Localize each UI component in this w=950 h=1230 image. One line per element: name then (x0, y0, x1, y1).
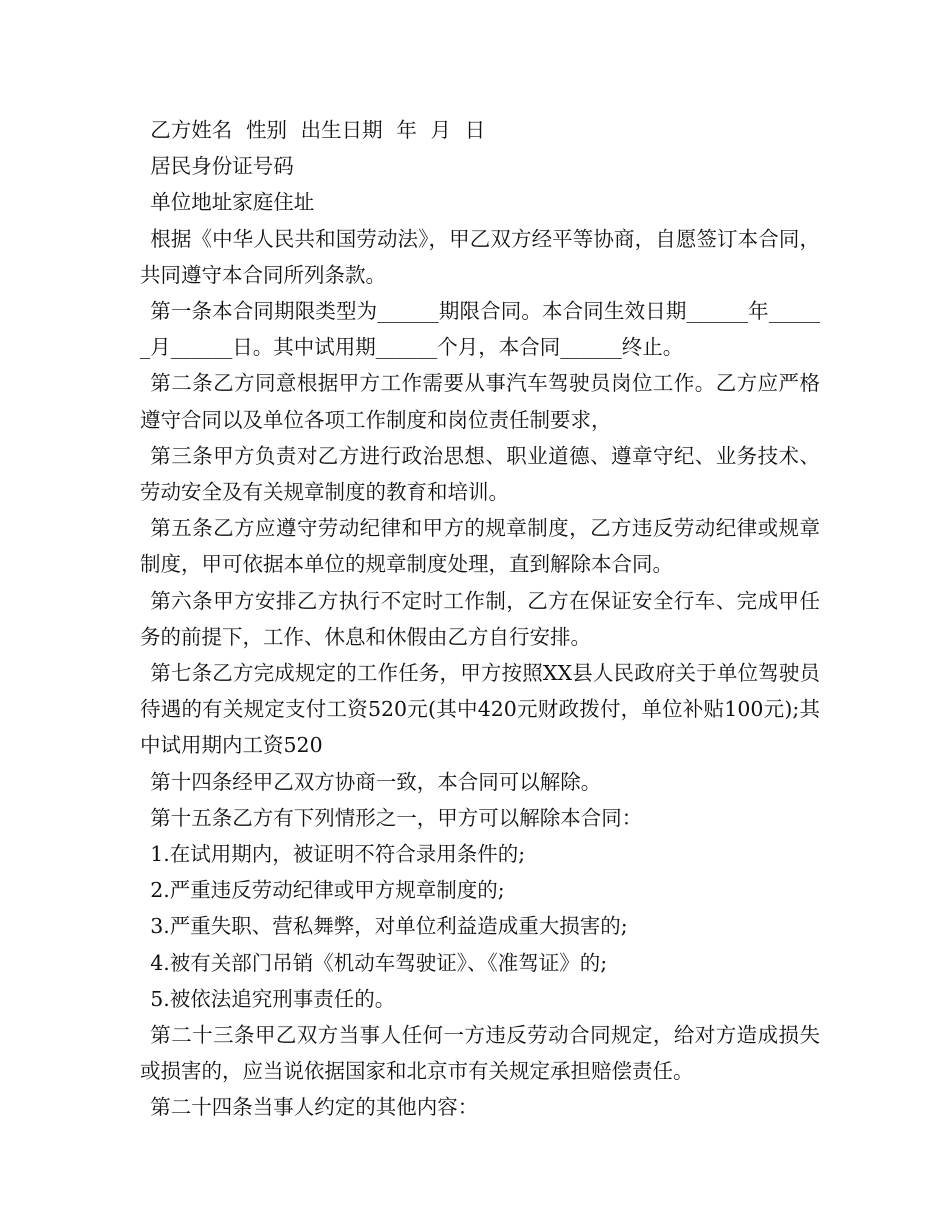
preamble-paragraph: 根据《中华人民共和国劳动法》，甲乙双方经平等协商，自愿签订本合同，共同遵守本合同所列条款。 (140, 226, 820, 287)
article-15-item-3: 3.严重失职、营私舞弊，对单位利益造成重大损害的; (150, 914, 628, 939)
article-3: 第三条甲方负责对乙方进行政治思想、职业道德、遵章守纪、业务技术、劳动安全及有关规章制度的教育和培训。 (140, 443, 820, 505)
party-b-info-line: 乙方姓名 性别 出生日期 年 月 日 (150, 118, 486, 142)
article-5: 第五条乙方应遵守劳动纪律和甲方的规章制度，乙方违反劳动纪律或规章制度，甲可依据本单位的规章制度处理，直到解除本合同。 (140, 516, 820, 577)
article-15: 第十五条乙方有下列情形之一，甲方可以解除本合同： (150, 805, 643, 830)
article-14: 第十四条经甲乙双方协商一致，本合同可以解除。 (150, 769, 602, 794)
article-15-item-2: 2.严重违反劳动纪律或甲方规章制度的; (150, 878, 505, 903)
article-24: 第二十四条当事人约定的其他内容： (150, 1095, 479, 1120)
article-15-item-5: 5.被依法追究刑事责任的。 (150, 986, 396, 1011)
article-23: 第二十三条甲乙双方当事人任何一方违反劳动合同规定，给对方造成损失或损害的，应当说依据国家和北京市有关规定承担赔偿责任。 (140, 1023, 820, 1084)
address-line: 单位地址家庭住址 (150, 190, 315, 215)
article-7: 第七条乙方完成规定的工作任务，甲方按照XX县人民政府关于单位驾驶员待遇的有关规定支付工资520元(其中420元财政拨付，单位补贴100元);其中试用期内工资520 (140, 661, 820, 758)
article-15-item-4: 4.被有关部门吊销《机动车驾驶证》、《准驾证》的; (150, 950, 608, 975)
article-6: 第六条甲方安排乙方执行不定时工作制，乙方在保证安全行车、完成甲任务的前提下，工作、休息和休假由乙方自行安排。 (140, 588, 820, 649)
id-number-line: 居民身份证号码 (150, 154, 294, 179)
article-15-item-1: 1.在试用期内，被证明不符合录用条件的; (150, 842, 526, 867)
contract-body (140, 112, 820, 1126)
article-2: 第二条乙方同意根据甲方工作需要从事汽车驾驶员岗位工作。乙方应严格遵守合同以及单位各项工作制度和岗位责任制要求， (140, 371, 820, 432)
article-1: 第一条本合同期限类型为______期限合同。本合同生效日期______年______月______日。其中试用期______个月，本合同______终止。 (140, 299, 820, 360)
